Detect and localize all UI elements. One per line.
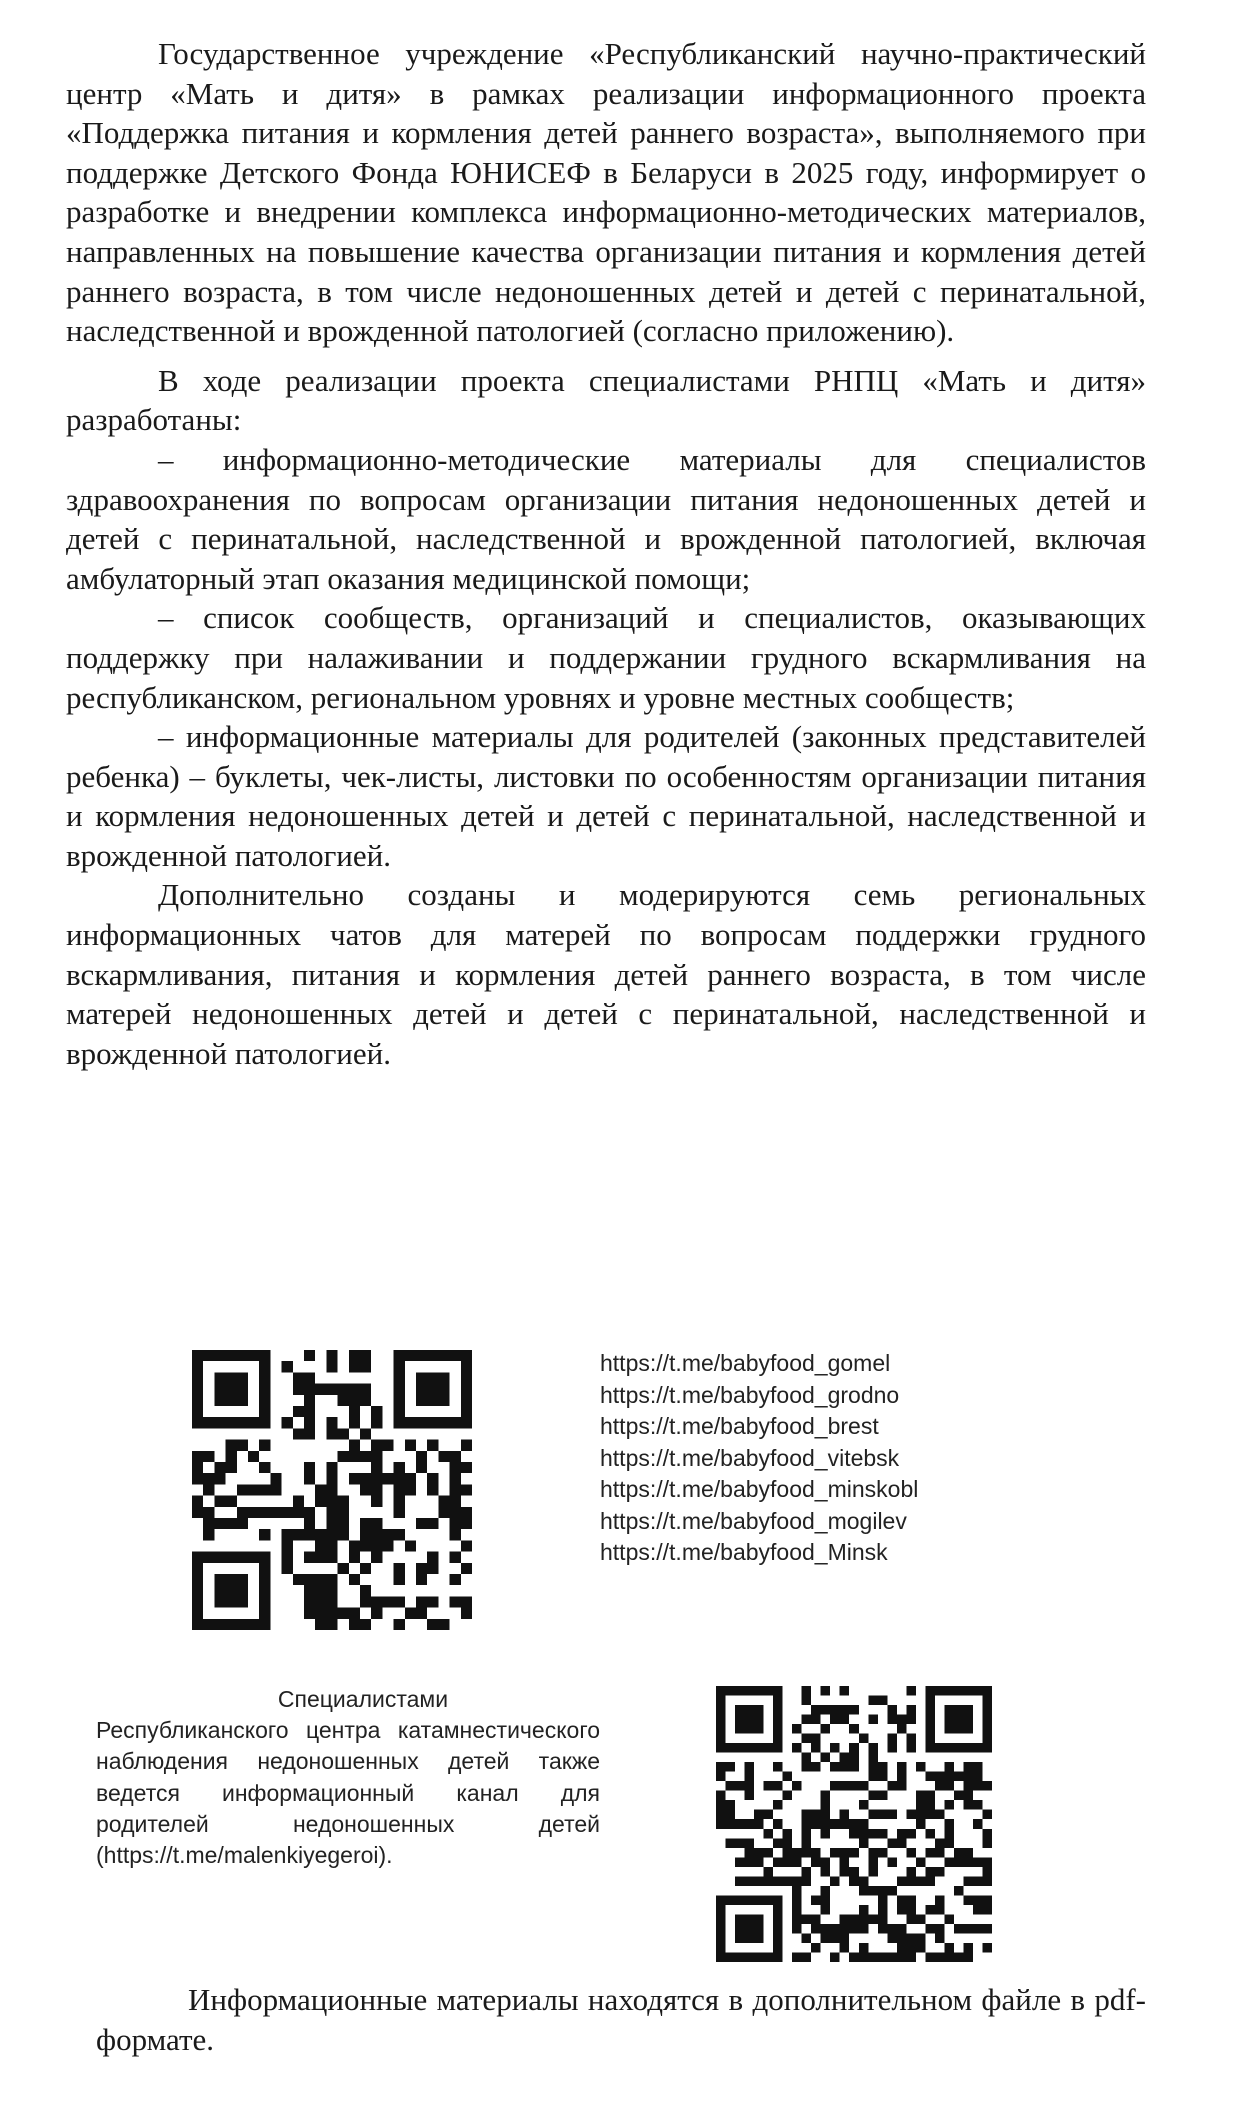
channel-note-text: Республиканского центра катамнестического наблюдения недоношенных детей также ведется информационный канал для родителей недоношенных детей (https://t.me/malenkiyegeroi).	[96, 1717, 600, 1869]
qr-code-chats	[192, 1350, 472, 1630]
qr-code-channel	[716, 1686, 992, 1962]
chats-paragraph: Дополнительно созданы и модерируются семь региональных информационных чатов для матерей по вопросам поддержки грудного вскармливания, питания и кормления детей раннего возраста, в том числе матерей недоношенных детей и детей с перинатальной, наследственной и врожденной патологией.	[66, 877, 1146, 1071]
letter-body	[66, 34, 1146, 1073]
channel-note	[96, 1684, 600, 1871]
chat-link-minskobl[interactable]: https://t.me/babyfood_minskobl	[600, 1476, 919, 1502]
chat-link-brest[interactable]: https://t.me/babyfood_brest	[600, 1413, 879, 1439]
list-item: – информационные материалы для родителей (законных представителей ребенка) – буклеты, чек-листы, листовки по особенностям организации питания и кормления недоношенных детей и детей с перинатальной, наследственной и врожденной патологией.	[66, 719, 1146, 873]
chat-link-minsk[interactable]: https://t.me/babyfood_Minsk	[600, 1539, 888, 1565]
chat-links-list	[600, 1348, 1020, 1569]
project-paragraph: В ходе реализации проекта специалистами РНПЦ «Мать и дитя» разработаны:	[66, 362, 1146, 438]
chat-link-mogilev[interactable]: https://t.me/babyfood_mogilev	[600, 1507, 907, 1534]
chat-link-grodno[interactable]: https://t.me/babyfood_grodno	[600, 1381, 900, 1408]
intro-paragraph: Государственное учреждение «Республиканский научно-практический центр «Мать и дитя» в рамках реализации информационного проекта «Поддержка питания и кормления детей раннего возраста», выполняемого при поддержке Детского Фонда ЮНИСЕФ в Беларуси в 2025 году, информирует о разработке и внедрении комплекса информационно-методических материалов, направленных на повышение качества организации питания и кормления детей раннего возраста, в том числе недоношенных детей и детей с перинатальной, наследственной и врожденной патологией (согласно приложению).	[66, 36, 1146, 349]
qr-code-icon	[192, 1350, 472, 1630]
chat-link-gomel[interactable]: https://t.me/babyfood_gomel	[600, 1350, 891, 1376]
footer-paragraph: Информационные материалы находятся в дополнительном файле в pdf-формате.	[96, 1982, 1146, 2057]
channel-note-first-line: Специалистами	[277, 1686, 449, 1712]
list-item: – информационно-методические материалы для специалистов здравоохранения по вопросам организации питания недоношенных детей и детей с перинатальной, наследственной и врожденной патологией, включая амбулаторный этап оказания медицинской помощи;	[66, 441, 1146, 596]
list-item: – список сообществ, организаций и специалистов, оказывающих поддержку при налаживании и поддержании грудного вскармливания на республиканском, региональном уровнях и уровне местных сообществ;	[66, 600, 1146, 715]
footer-note	[96, 1980, 1146, 2059]
qr-code-icon	[716, 1686, 992, 1962]
chat-link-vitebsk[interactable]: https://t.me/babyfood_vitebsk	[600, 1444, 900, 1471]
